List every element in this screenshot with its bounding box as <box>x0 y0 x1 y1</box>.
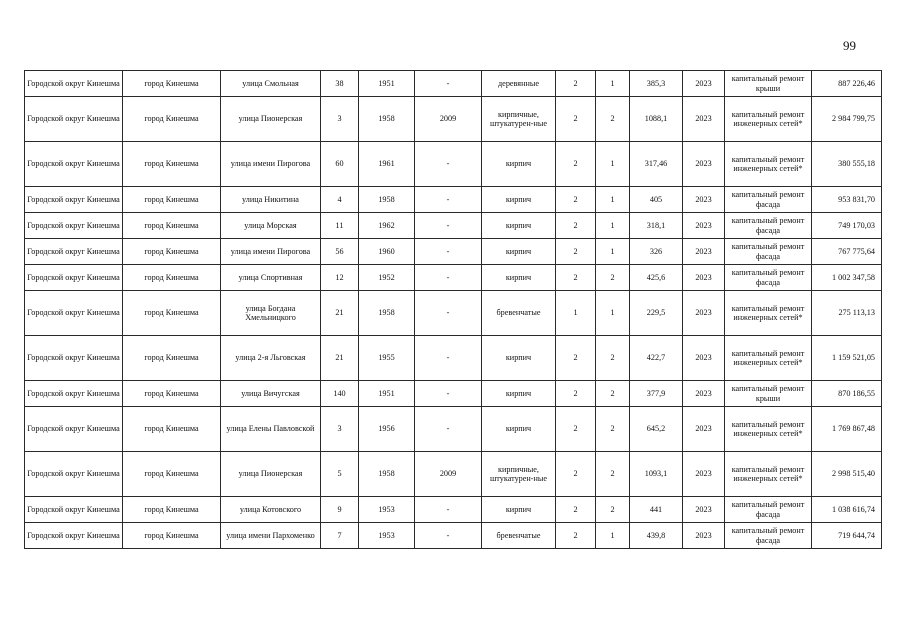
cost-cell: 887 226,46 <box>812 71 882 97</box>
wall-material-cell: бревенчатые <box>482 523 556 549</box>
city-cell: город Кинешма <box>123 187 221 213</box>
year-built-cell: 1960 <box>359 239 415 265</box>
house-number-cell: 38 <box>321 71 359 97</box>
plan-year-cell: 2023 <box>683 142 725 187</box>
housing-repair-table <box>24 70 882 549</box>
work-type-cell: капитальный ремонт фасада <box>725 497 812 523</box>
cost-cell: 2 998 515,40 <box>812 452 882 497</box>
area-cell: 1088,1 <box>630 97 683 142</box>
table-row <box>25 381 882 407</box>
wall-material-cell: кирпич <box>482 381 556 407</box>
street-cell: улица Никитина <box>221 187 321 213</box>
work-type-cell: капитальный ремонт инженерных сетей* <box>725 407 812 452</box>
floors-cell: 2 <box>556 381 596 407</box>
entrances-cell: 1 <box>596 523 630 549</box>
table-row <box>25 187 882 213</box>
city-cell: город Кинешма <box>123 142 221 187</box>
work-type-cell: капитальный ремонт фасада <box>725 239 812 265</box>
city-cell: город Кинешма <box>123 523 221 549</box>
plan-year-cell: 2023 <box>683 239 725 265</box>
plan-year-cell: 2023 <box>683 452 725 497</box>
okrug-cell: Городской округ Кинешма <box>25 291 123 336</box>
street-cell: улица Елены Павловской <box>221 407 321 452</box>
table-row <box>25 265 882 291</box>
floors-cell: 2 <box>556 142 596 187</box>
floors-cell: 2 <box>556 497 596 523</box>
cost-cell: 2 984 799,75 <box>812 97 882 142</box>
entrances-cell: 2 <box>596 97 630 142</box>
year-repair-cell: 2009 <box>415 452 482 497</box>
city-cell: город Кинешма <box>123 452 221 497</box>
floors-cell: 2 <box>556 97 596 142</box>
cost-cell: 767 775,64 <box>812 239 882 265</box>
entrances-cell: 2 <box>596 497 630 523</box>
entrances-cell: 2 <box>596 407 630 452</box>
street-cell: улица Пионерская <box>221 452 321 497</box>
okrug-cell: Городской округ Кинешма <box>25 239 123 265</box>
house-number-cell: 56 <box>321 239 359 265</box>
street-cell: улица Морская <box>221 213 321 239</box>
okrug-cell: Городской округ Кинешма <box>25 452 123 497</box>
year-repair-cell: 2009 <box>415 97 482 142</box>
year-repair-cell: - <box>415 265 482 291</box>
wall-material-cell: кирпич <box>482 142 556 187</box>
wall-material-cell: кирпичные, штукатурен-ные <box>482 97 556 142</box>
work-type-cell: капитальный ремонт инженерных сетей* <box>725 452 812 497</box>
okrug-cell: Городской округ Кинешма <box>25 213 123 239</box>
table-row <box>25 497 882 523</box>
year-built-cell: 1961 <box>359 142 415 187</box>
okrug-cell: Городской округ Кинешма <box>25 71 123 97</box>
year-repair-cell: - <box>415 291 482 336</box>
year-repair-cell: - <box>415 239 482 265</box>
year-repair-cell: - <box>415 407 482 452</box>
house-number-cell: 3 <box>321 407 359 452</box>
plan-year-cell: 2023 <box>683 407 725 452</box>
city-cell: город Кинешма <box>123 265 221 291</box>
street-cell: улица Богдана Хмельницкого <box>221 291 321 336</box>
okrug-cell: Городской округ Кинешма <box>25 497 123 523</box>
entrances-cell: 1 <box>596 291 630 336</box>
house-number-cell: 140 <box>321 381 359 407</box>
okrug-cell: Городской округ Кинешма <box>25 187 123 213</box>
house-number-cell: 4 <box>321 187 359 213</box>
work-type-cell: капитальный ремонт крыши <box>725 71 812 97</box>
table-row <box>25 452 882 497</box>
okrug-cell: Городской округ Кинешма <box>25 523 123 549</box>
street-cell: улица Котовского <box>221 497 321 523</box>
work-type-cell: капитальный ремонт крыши <box>725 381 812 407</box>
cost-cell: 380 555,18 <box>812 142 882 187</box>
entrances-cell: 2 <box>596 452 630 497</box>
table-row <box>25 213 882 239</box>
plan-year-cell: 2023 <box>683 497 725 523</box>
house-number-cell: 12 <box>321 265 359 291</box>
cost-cell: 1 159 521,05 <box>812 336 882 381</box>
year-repair-cell: - <box>415 71 482 97</box>
plan-year-cell: 2023 <box>683 71 725 97</box>
year-built-cell: 1962 <box>359 213 415 239</box>
area-cell: 422,7 <box>630 336 683 381</box>
city-cell: город Кинешма <box>123 497 221 523</box>
year-built-cell: 1958 <box>359 452 415 497</box>
entrances-cell: 1 <box>596 213 630 239</box>
plan-year-cell: 2023 <box>683 97 725 142</box>
wall-material-cell: деревянные <box>482 71 556 97</box>
entrances-cell: 1 <box>596 187 630 213</box>
table-row <box>25 71 882 97</box>
work-type-cell: капитальный ремонт фасада <box>725 523 812 549</box>
wall-material-cell: кирпич <box>482 407 556 452</box>
year-built-cell: 1953 <box>359 523 415 549</box>
okrug-cell: Городской округ Кинешма <box>25 407 123 452</box>
house-number-cell: 5 <box>321 452 359 497</box>
area-cell: 385,3 <box>630 71 683 97</box>
year-repair-cell: - <box>415 187 482 213</box>
area-cell: 229,5 <box>630 291 683 336</box>
year-repair-cell: - <box>415 523 482 549</box>
entrances-cell: 2 <box>596 381 630 407</box>
house-number-cell: 21 <box>321 291 359 336</box>
work-type-cell: капитальный ремонт фасада <box>725 213 812 239</box>
okrug-cell: Городской округ Кинешма <box>25 265 123 291</box>
entrances-cell: 2 <box>596 265 630 291</box>
plan-year-cell: 2023 <box>683 523 725 549</box>
cost-cell: 719 644,74 <box>812 523 882 549</box>
table-row <box>25 407 882 452</box>
table-row <box>25 291 882 336</box>
city-cell: город Кинешма <box>123 407 221 452</box>
floors-cell: 2 <box>556 239 596 265</box>
floors-cell: 2 <box>556 336 596 381</box>
work-type-cell: капитальный ремонт инженерных сетей* <box>725 291 812 336</box>
year-built-cell: 1951 <box>359 381 415 407</box>
wall-material-cell: кирпич <box>482 213 556 239</box>
work-type-cell: капитальный ремонт фасада <box>725 265 812 291</box>
wall-material-cell: кирпич <box>482 187 556 213</box>
table-row <box>25 336 882 381</box>
year-repair-cell: - <box>415 497 482 523</box>
cost-cell: 953 831,70 <box>812 187 882 213</box>
plan-year-cell: 2023 <box>683 187 725 213</box>
cost-cell: 870 186,55 <box>812 381 882 407</box>
year-built-cell: 1952 <box>359 265 415 291</box>
cost-cell: 275 113,13 <box>812 291 882 336</box>
city-cell: город Кинешма <box>123 336 221 381</box>
work-type-cell: капитальный ремонт фасада <box>725 187 812 213</box>
house-number-cell: 3 <box>321 97 359 142</box>
area-cell: 317,46 <box>630 142 683 187</box>
street-cell: улица Пионерская <box>221 97 321 142</box>
cost-cell: 1 769 867,48 <box>812 407 882 452</box>
city-cell: город Кинешма <box>123 381 221 407</box>
city-cell: город Кинешма <box>123 239 221 265</box>
floors-cell: 2 <box>556 523 596 549</box>
table-row <box>25 523 882 549</box>
plan-year-cell: 2023 <box>683 336 725 381</box>
area-cell: 425,6 <box>630 265 683 291</box>
plan-year-cell: 2023 <box>683 265 725 291</box>
house-number-cell: 7 <box>321 523 359 549</box>
entrances-cell: 1 <box>596 239 630 265</box>
street-cell: улица имени Пархоменко <box>221 523 321 549</box>
work-type-cell: капитальный ремонт инженерных сетей* <box>725 97 812 142</box>
plan-year-cell: 2023 <box>683 213 725 239</box>
area-cell: 441 <box>630 497 683 523</box>
work-type-cell: капитальный ремонт инженерных сетей* <box>725 336 812 381</box>
street-cell: улица имени Пирогова <box>221 239 321 265</box>
wall-material-cell: кирпич <box>482 239 556 265</box>
year-repair-cell: - <box>415 381 482 407</box>
year-repair-cell: - <box>415 213 482 239</box>
year-built-cell: 1955 <box>359 336 415 381</box>
okrug-cell: Городской округ Кинешма <box>25 142 123 187</box>
area-cell: 377,9 <box>630 381 683 407</box>
street-cell: улица Смольная <box>221 71 321 97</box>
year-built-cell: 1958 <box>359 291 415 336</box>
okrug-cell: Городской округ Кинешма <box>25 381 123 407</box>
floors-cell: 2 <box>556 213 596 239</box>
wall-material-cell: кирпичные, штукатурен-ные <box>482 452 556 497</box>
year-built-cell: 1958 <box>359 187 415 213</box>
table-row <box>25 239 882 265</box>
year-repair-cell: - <box>415 142 482 187</box>
house-number-cell: 9 <box>321 497 359 523</box>
area-cell: 405 <box>630 187 683 213</box>
entrances-cell: 1 <box>596 71 630 97</box>
house-number-cell: 60 <box>321 142 359 187</box>
city-cell: город Кинешма <box>123 97 221 142</box>
area-cell: 1093,1 <box>630 452 683 497</box>
floors-cell: 2 <box>556 407 596 452</box>
area-cell: 326 <box>630 239 683 265</box>
year-built-cell: 1951 <box>359 71 415 97</box>
plan-year-cell: 2023 <box>683 291 725 336</box>
floors-cell: 2 <box>556 187 596 213</box>
area-cell: 439,8 <box>630 523 683 549</box>
area-cell: 645,2 <box>630 407 683 452</box>
cost-cell: 1 038 616,74 <box>812 497 882 523</box>
year-built-cell: 1956 <box>359 407 415 452</box>
wall-material-cell: кирпич <box>482 336 556 381</box>
entrances-cell: 2 <box>596 336 630 381</box>
table-row <box>25 97 882 142</box>
plan-year-cell: 2023 <box>683 381 725 407</box>
floors-cell: 2 <box>556 71 596 97</box>
floors-cell: 1 <box>556 291 596 336</box>
floors-cell: 2 <box>556 265 596 291</box>
street-cell: улица 2-я Льговская <box>221 336 321 381</box>
street-cell: улица Вичугская <box>221 381 321 407</box>
table-row <box>25 142 882 187</box>
work-type-cell: капитальный ремонт инженерных сетей* <box>725 142 812 187</box>
entrances-cell: 1 <box>596 142 630 187</box>
house-number-cell: 11 <box>321 213 359 239</box>
wall-material-cell: кирпич <box>482 265 556 291</box>
street-cell: улица имени Пирогова <box>221 142 321 187</box>
year-repair-cell: - <box>415 336 482 381</box>
city-cell: город Кинешма <box>123 71 221 97</box>
floors-cell: 2 <box>556 452 596 497</box>
area-cell: 318,1 <box>630 213 683 239</box>
cost-cell: 749 170,03 <box>812 213 882 239</box>
okrug-cell: Городской округ Кинешма <box>25 336 123 381</box>
wall-material-cell: кирпич <box>482 497 556 523</box>
house-number-cell: 21 <box>321 336 359 381</box>
wall-material-cell: бревенчатые <box>482 291 556 336</box>
city-cell: город Кинешма <box>123 213 221 239</box>
city-cell: город Кинешма <box>123 291 221 336</box>
page-number: 99 <box>843 38 856 53</box>
okrug-cell: Городской округ Кинешма <box>25 97 123 142</box>
year-built-cell: 1958 <box>359 97 415 142</box>
year-built-cell: 1953 <box>359 497 415 523</box>
cost-cell: 1 002 347,58 <box>812 265 882 291</box>
street-cell: улица Спортивная <box>221 265 321 291</box>
